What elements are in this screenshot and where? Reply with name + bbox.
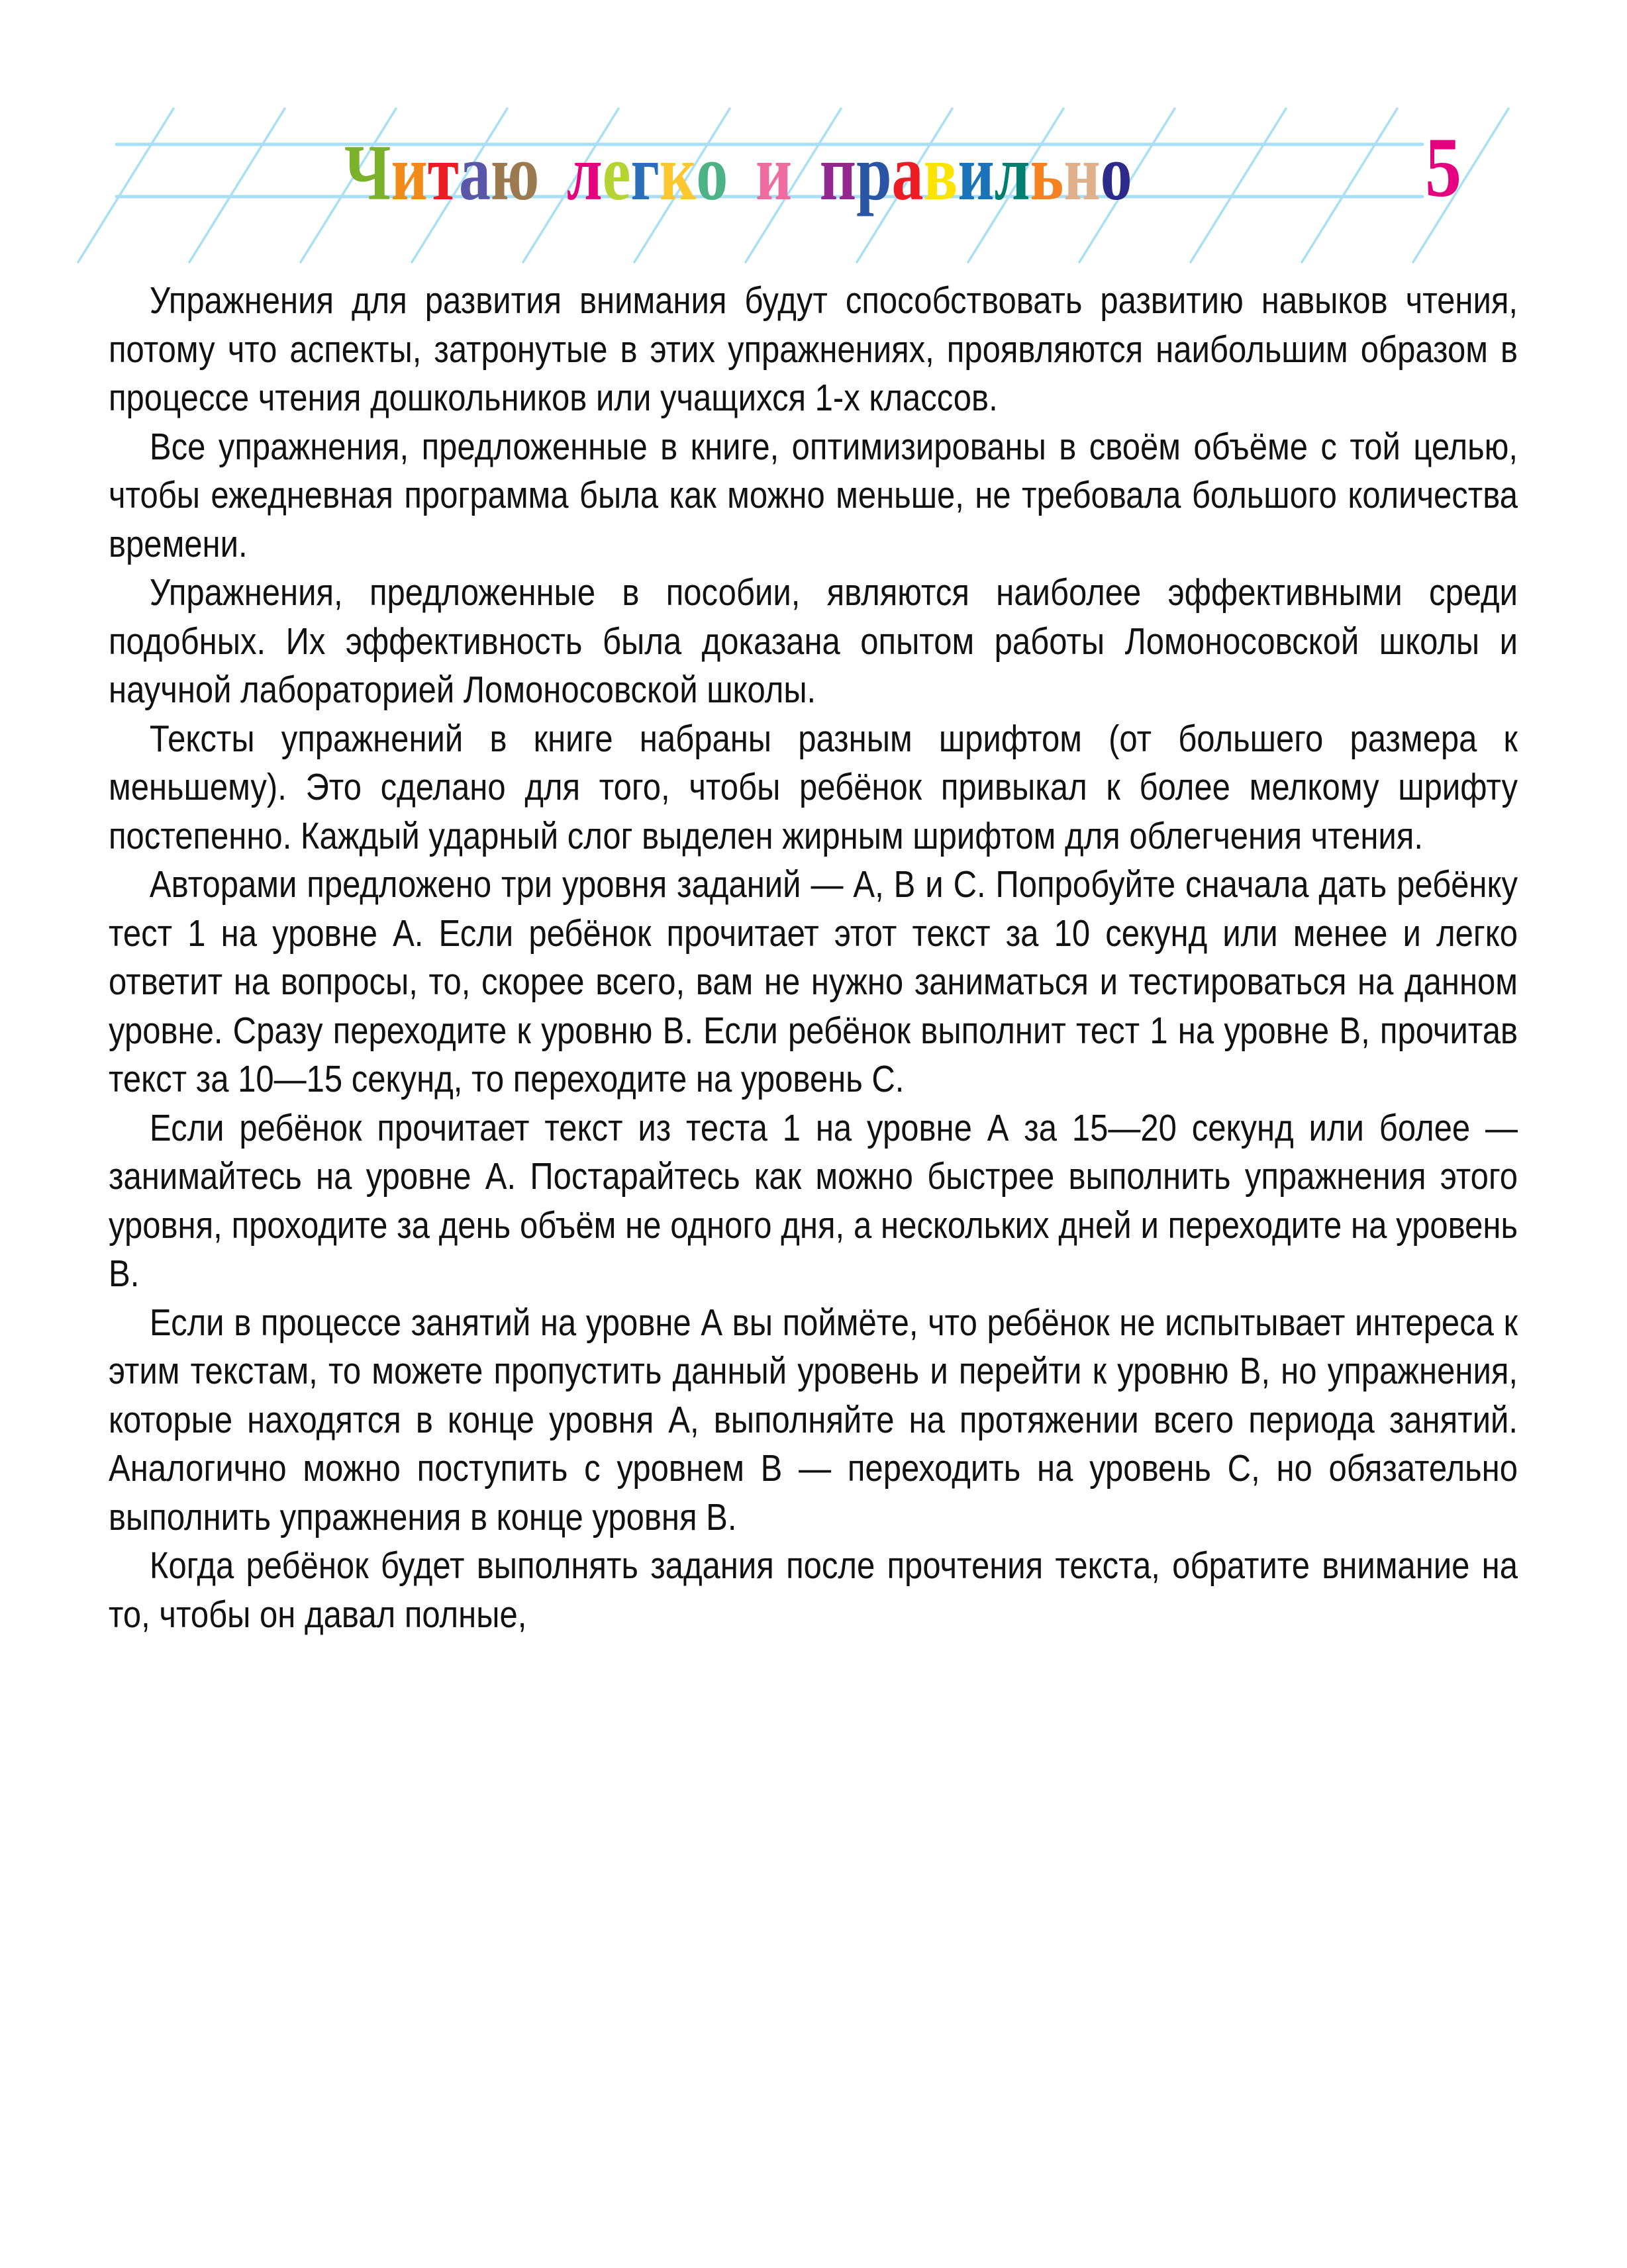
- page-title: [344, 123, 1132, 222]
- page-header: [0, 0, 1627, 278]
- title-word: [567, 123, 728, 222]
- title-letter: в: [923, 128, 958, 216]
- title-letter: Ч: [344, 128, 391, 216]
- body-text-column: [109, 277, 1518, 1639]
- title-letter: о: [1100, 128, 1132, 216]
- title-letter: л: [994, 128, 1030, 216]
- body-paragraph: [109, 423, 1518, 569]
- paragraph-text: Если в процессе занятий на уровне А вы поймёте, что ребёнок не испытывает интереса к этим текстам, то можете пропустить данный уровень и перейти к уровню В, но упражнения, которые находятся в конце уровня А, выполняйте на протяжении всего периода занятий. Аналогично можно поступить с уровнем В — переходить на уровень С, но обязательно выполнить упражнения в конце уровня В.: [109, 1301, 1518, 1538]
- title-letter: ь: [1030, 128, 1064, 216]
- title-letter: р: [856, 128, 892, 216]
- paragraph-text: Упражнения для развития внимания будут способствовать развитию навыков чтения, потому что аспекты, затронутые в этих упражнениях, проявляются наибольшим образом в процессе чтения дошкольников или учащихся 1-х классов.: [109, 279, 1518, 419]
- body-paragraph: [109, 1104, 1518, 1299]
- paragraph-text: Если ребёнок прочитает текст из теста 1 на уровне А за 15—20 секунд или более — занимайтесь на уровне А. Постарайтесь как можно быстрее выполнить упражнения этого уровня, проходите за день объём не одного дня, а нескольких дней и переходите на уровень В.: [109, 1106, 1518, 1295]
- title-letter: н: [1063, 128, 1101, 216]
- title-row: [0, 123, 1627, 222]
- body-paragraph: [109, 569, 1518, 715]
- title-word: [820, 123, 1132, 222]
- paragraph-text: Тексты упражнений в книге набраны разным шрифтом (от большего размера к меньшему). Это сделано для того, чтобы ребёнок привыкал к более мелкому шрифту постепенно. Каждый ударный слог выделен жирным шрифтом для облегчения чтения.: [109, 717, 1518, 857]
- title-letter: е: [602, 128, 631, 216]
- title-letter: к: [659, 128, 697, 216]
- title-letter: о: [696, 128, 728, 216]
- title-letter: ю: [490, 128, 540, 216]
- title-letter: л: [566, 128, 603, 216]
- body-paragraph: [109, 1542, 1518, 1639]
- paragraph-text: Авторами предложено три уровня заданий — А, В и С. Попробуйте сначала дать ребёнку тест 1 на уровне А. Если ребёнок прочитает этот текст за 10 секунд или менее и легко ответит на вопросы, то, скорее всего, вам не нужно заниматься и тестироваться на данном уровне. Сразу переходите к уровню В. Если ребёнок выполнит тест 1 на уровне В, прочитав текст за 10—15 секунд, то переходите на уровень С.: [109, 863, 1518, 1100]
- title-word: [756, 123, 792, 222]
- title-letter: г: [630, 128, 660, 216]
- page-number: 5: [1425, 120, 1462, 214]
- title-letter: и: [755, 128, 793, 216]
- body-paragraph: [109, 1299, 1518, 1542]
- title-letter: т: [427, 128, 459, 216]
- title-letter: а: [458, 128, 491, 216]
- title-letter: и: [391, 128, 428, 216]
- title-letter: и: [958, 128, 995, 216]
- title-word: [344, 123, 539, 222]
- body-paragraph: [109, 277, 1518, 423]
- paragraph-text: Упражнения, предложенные в пособии, являются наиболее эффективными среди подобных. Их эффективность была доказана опытом работы Ломоносовской школы и научной лабораторией Ломоносовской школы.: [109, 571, 1518, 711]
- title-letter: а: [891, 128, 924, 216]
- paragraph-text: Когда ребёнок будет выполнять задания после прочтения текста, обратите внимание на то, чтобы он давал полные,: [109, 1544, 1518, 1636]
- title-letter: п: [819, 128, 857, 216]
- body-paragraph: [109, 861, 1518, 1104]
- paragraph-text: Все упражнения, предложенные в книге, оптимизированы в своём объёме с той целью, чтобы ежедневная программа была как можно меньше, не требовала большого количества времени.: [109, 425, 1518, 565]
- body-paragraph: [109, 715, 1518, 861]
